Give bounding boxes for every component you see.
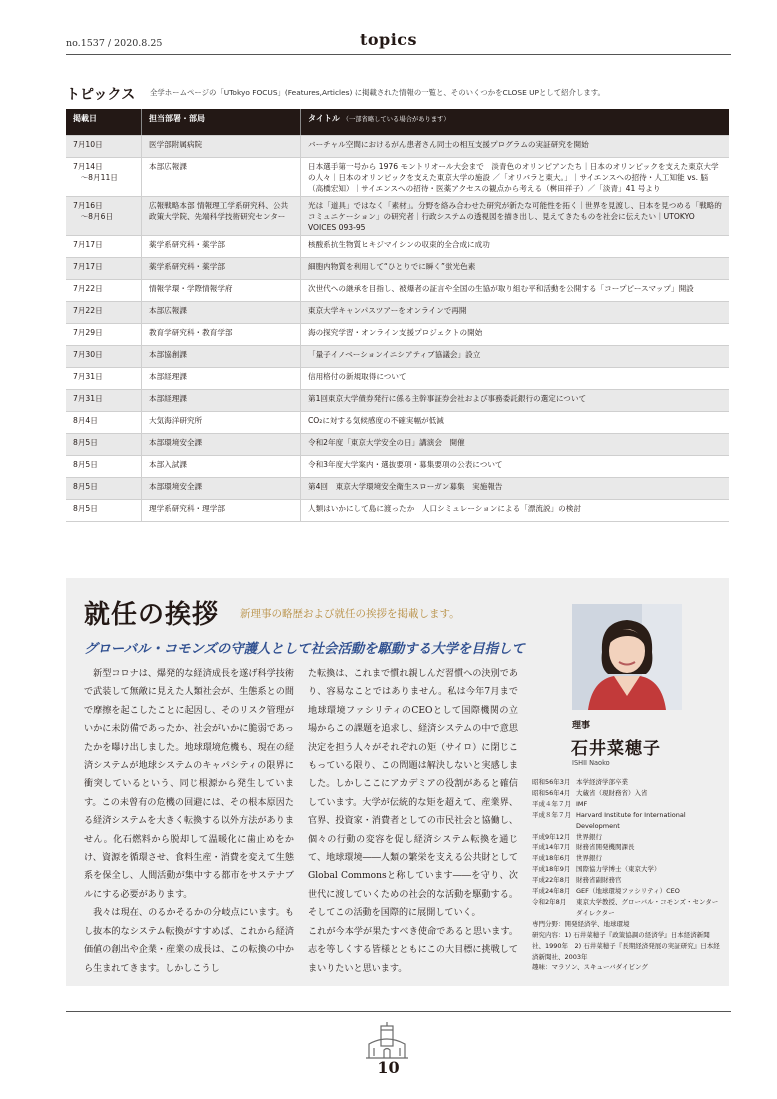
cell-date: 7月17日	[66, 258, 142, 280]
table-row	[66, 302, 729, 324]
history-date: 令和2年8月	[532, 897, 567, 906]
cell-date: 8月5日	[66, 500, 142, 522]
column-header-title-note: （一部省略している場合があります）	[342, 116, 450, 123]
cell-title: 第1回東京大学債券発行に係る主幹事証券会社および事務委託銀行の選定について	[301, 390, 730, 412]
history-text: 東京大学教授、グローバル・コモンズ・センター ダイレクター	[576, 897, 719, 917]
table-row	[66, 258, 729, 280]
cell-title: 「量子イノベーションイニシアティブ協議会」設立	[301, 346, 730, 368]
footer-rule	[66, 1011, 731, 1012]
cell-date: 8月5日	[66, 478, 142, 500]
cell-dept: 薬学系研究科・薬学部	[142, 258, 301, 280]
cell-dept: 本部協創課	[142, 346, 301, 368]
cell-dept: 広報戦略本部 情報理工学系研究科、公共政策大学院、先端科学技術研究センター	[142, 197, 301, 236]
history-entry	[532, 864, 722, 875]
cell-dept: 医学部附属病院	[142, 136, 301, 158]
history-text: 本学経済学部卒業	[576, 778, 628, 786]
header-rule	[66, 54, 731, 55]
article-column-right	[308, 665, 518, 978]
topics-heading: トピックス	[66, 87, 136, 103]
cell-title: 次世代への継承を目指し、被爆者の証言や全国の生協が取り組む平和活動を公開する「コープピースマップ」開設	[301, 280, 730, 302]
cell-dept: 本部環境安全課	[142, 478, 301, 500]
yasuda-auditorium-icon	[365, 1020, 409, 1062]
history-text: 世界銀行	[576, 854, 602, 863]
cell-title: 核酸系抗生物質ヒキジマイシンの収束的全合成に成功	[301, 236, 730, 258]
history-text: 世界銀行	[576, 832, 602, 841]
cell-dept: 本部広報課	[142, 158, 301, 197]
topics-description: 全学ホームページの「UTokyo FOCUS」(Features,Articles) に掲載された情報の一覧と、そのいくつかをCLOSE UPとして紹介します。	[150, 88, 605, 97]
history-date: 平成18年6月	[532, 854, 571, 863]
history-entry	[532, 777, 722, 788]
table-row	[66, 368, 729, 390]
profile-research: 研究内容：1) 石井菜穂子『政策協調の経済学』日本経済新聞社、1990年 2) 石井菜穂子『長期経済発展の実証研究』日本経済新聞社、2003年	[532, 930, 720, 961]
cell-date: 7月29日	[66, 324, 142, 346]
table-row	[66, 236, 729, 258]
history-text: Harvard Institute for International Development	[576, 810, 686, 830]
section-title: topics	[359, 30, 418, 49]
profile-fields: 専門分野：開発経済学、地球環境	[532, 919, 630, 928]
cell-date: 7月31日	[66, 390, 142, 412]
cell-dept: 本部環境安全課	[142, 434, 301, 456]
history-date: 平成18年9月	[532, 865, 571, 874]
history-entry	[532, 875, 722, 886]
table-header-row	[66, 109, 729, 136]
cell-date: 7月31日	[66, 368, 142, 390]
history-entry	[532, 886, 722, 897]
cell-title: 人類はいかにして島に渡ったか 人口シミュレーションによる「漂流説」の検討	[301, 500, 730, 522]
cell-title: バーチャル空間におけるがん患者さん同士の相互支援プログラムの実証研究を開始	[301, 136, 730, 158]
table-row	[66, 136, 729, 158]
cell-date: 7月16日 〜8月6日	[66, 197, 142, 236]
history-entry	[532, 853, 722, 864]
column-header-title-label: タイトル	[308, 114, 340, 123]
history-text: IMF	[576, 799, 588, 808]
column-header-date: 掲載日	[66, 109, 142, 136]
topics-table	[66, 109, 729, 522]
cell-dept: 情報学環・学際情報学府	[142, 280, 301, 302]
cell-title: 細胞内物質を利用して“ひとりでに瞬く”蛍光色素	[301, 258, 730, 280]
cell-title: 光は「道具」ではなく「素材」。分野を絡み合わせた研究が新たな可能性を拓く｜世界を見渡し、日本を見つめる「戦略的コミュニケーション」の研究者｜行政システムの透視図を描き出し、見えてきたものを社会に伝えたい｜UTOKYO VOICES 093-95	[301, 197, 730, 236]
cell-date: 7月22日	[66, 280, 142, 302]
article-paragraph: 我々は現在、のるかそるかの分岐点にいます。もし抜本的なシステム転換がすすめば、これから経済価値の創出や企業・産業の成長は、この転換の中から生まれてきます。しかしこうし	[84, 908, 294, 974]
profile-name-jp: 石井菜穂子	[571, 739, 661, 759]
article-column-left	[84, 665, 294, 978]
table-row	[66, 478, 729, 500]
table-row	[66, 280, 729, 302]
history-entry	[532, 842, 722, 853]
history-entry	[532, 799, 722, 810]
history-text: 大蔵省（現財務省）入省	[576, 788, 648, 797]
history-date: 昭和56年4月	[532, 788, 571, 797]
cell-dept: 教育学研究科・教育学部	[142, 324, 301, 346]
cell-date: 8月5日	[66, 456, 142, 478]
table-row	[66, 412, 729, 434]
history-date: 平成14年7月	[532, 843, 571, 852]
table-row	[66, 500, 729, 522]
cell-title: 海の探究学習・オンライン支援プロジェクトの開始	[301, 324, 730, 346]
cell-date: 8月4日	[66, 412, 142, 434]
cell-title: 信用格付の新規取得について	[301, 368, 730, 390]
history-date: 平成22年8月	[532, 876, 571, 885]
table-row	[66, 324, 729, 346]
cell-dept: 薬学系研究科・薬学部	[142, 236, 301, 258]
profile-biography	[532, 777, 722, 973]
history-text: GEF（地球環境ファシリティ）CEO	[576, 887, 680, 896]
column-header-dept: 担当部署・部局	[142, 109, 301, 136]
cell-dept: 本部広報課	[142, 302, 301, 324]
history-entry	[532, 832, 722, 843]
cell-title: 令和3年度大学案内・選抜要項・募集要項の公表について	[301, 456, 730, 478]
table-row	[66, 197, 729, 236]
table-row	[66, 434, 729, 456]
article-paragraph: これが今本学が果たすべき使命であると思います。志を等しくする皆様とともにこの大目標に挑戦してまいりたいと思います。	[308, 926, 518, 974]
cell-date: 7月22日	[66, 302, 142, 324]
cell-title: 日本選手第一号から 1976 モントリオール大会まで 淡青色のオリンピアンたち｜日本のオリンピックを支えた東京大学の人々｜日本のオリンピックを支えた東京大学の施設 ／「オリバラと東大。」｜サイエンスへの招待・人工知能 vs. 脳（高橋宏知）｜サイエンスへの招待・医薬アクセスの観点から考える（桝田祥子）／「淡青」41 号より	[301, 158, 730, 197]
appointment-heading: 就任の挨拶	[84, 600, 220, 630]
history-entry	[532, 897, 722, 919]
history-date: 平成24年8月	[532, 887, 571, 896]
appointment-subheading: 新理事の略歴および就任の挨拶を掲載します。	[240, 608, 460, 620]
article-paragraph: た転換は、これまで慣れ親しんだ習慣への決別であり、容易なことではありません。私は今年7月まで地球環境ファシリティのCEOとして国際機関の立場からこの課題を追求し、経済システムの中で意思決定を担う人々がそれぞれの矩（サイロ）に閉じこもっている限り、この問題は解決しないと実感しました。しかしここにアカデミアの役割があると確信しています。大学が伝統的な矩を超えて、産業界、官界、投資家・消費者としての市民社会と協働し、個々の行動の変容を促し経済システム転換を通じて、地球環境――人類の繁栄を支える公共財としてGlobal Commonsと称しています――を守り、次世代に渡していくための社会的な活動を駆動する。そしてこの活動を国際的に展開していく。	[308, 669, 518, 919]
history-entry	[532, 810, 722, 832]
history-text: 財務省開発機関課長	[576, 843, 635, 852]
cell-dept: 本部入試課	[142, 456, 301, 478]
cell-title: 東京大学キャンパスツアーをオンラインで再開	[301, 302, 730, 324]
history-date: 平成８年７月	[532, 810, 571, 819]
cell-dept: 本部経理課	[142, 368, 301, 390]
history-text: 国際協力学博士（東京大学）	[576, 865, 661, 874]
topics-table-body	[66, 136, 729, 522]
cell-dept: 理学系研究科・理学部	[142, 500, 301, 522]
history-date: 昭和56年3月	[532, 778, 571, 786]
page-number: 10	[377, 1058, 400, 1077]
profile-hobby: 趣味：マラソン、スキューバダイビング	[532, 963, 648, 972]
article-paragraph: 新型コロナは、爆発的な経済成長を遂げ科学技術で武装して無敵に見えた人類社会が、生態系との間で摩擦を起こしたことに起因し、そのリスク管理がいかに未防備であったか、社会がいかに脆弱であったかを曝け出しました。地球環境危機も、現在の経済システムが地球システムのキャパシティの限界に衝突しているという、同じ根源から発生しています。この未曾有の危機の回避には、その根本原因たる経済システムを大きく転換する以外方法がありません。化石燃料から脱却して温暖化に歯止めをかけ、資源を循環させ、食料生産・消費を変えて生態系を保全し、人間活動が集中する都市をサステナブルにする必要があります。	[84, 669, 294, 900]
profile-name-en: ISHII Naoko	[572, 759, 610, 767]
career-history	[532, 777, 722, 919]
table-row	[66, 390, 729, 412]
column-header-title	[301, 109, 730, 136]
table-row	[66, 346, 729, 368]
history-entry	[532, 788, 722, 799]
portrait-photo	[572, 604, 682, 710]
catchphrase: グローバル・コモンズの守護人として社会活動を駆動する大学を目指して	[84, 641, 525, 657]
cell-title: 第4回 東京大学環境安全衛生スローガン募集 実施報告	[301, 478, 730, 500]
portrait-illustration	[572, 604, 682, 710]
history-date: 平成9年12月	[532, 832, 571, 841]
cell-date: 7月10日	[66, 136, 142, 158]
history-date: 平成４年７月	[532, 799, 571, 808]
cell-date: 7月30日	[66, 346, 142, 368]
cell-date: 7月14日 〜8月11日	[66, 158, 142, 197]
table-row	[66, 158, 729, 197]
cell-date: 8月5日	[66, 434, 142, 456]
cell-title: CO₂に対する気候感度の不確実幅が低減	[301, 412, 730, 434]
cell-dept: 本部経理課	[142, 390, 301, 412]
cell-date: 7月17日	[66, 236, 142, 258]
cell-title: 令和2年度「東京大学安全の日」講演会 開催	[301, 434, 730, 456]
profile-role: 理事	[572, 721, 591, 731]
history-text: 財務省副財務官	[576, 876, 622, 885]
issue-number: no.1537 / 2020.8.25	[66, 38, 163, 49]
cell-dept: 大気海洋研究所	[142, 412, 301, 434]
table-row	[66, 456, 729, 478]
